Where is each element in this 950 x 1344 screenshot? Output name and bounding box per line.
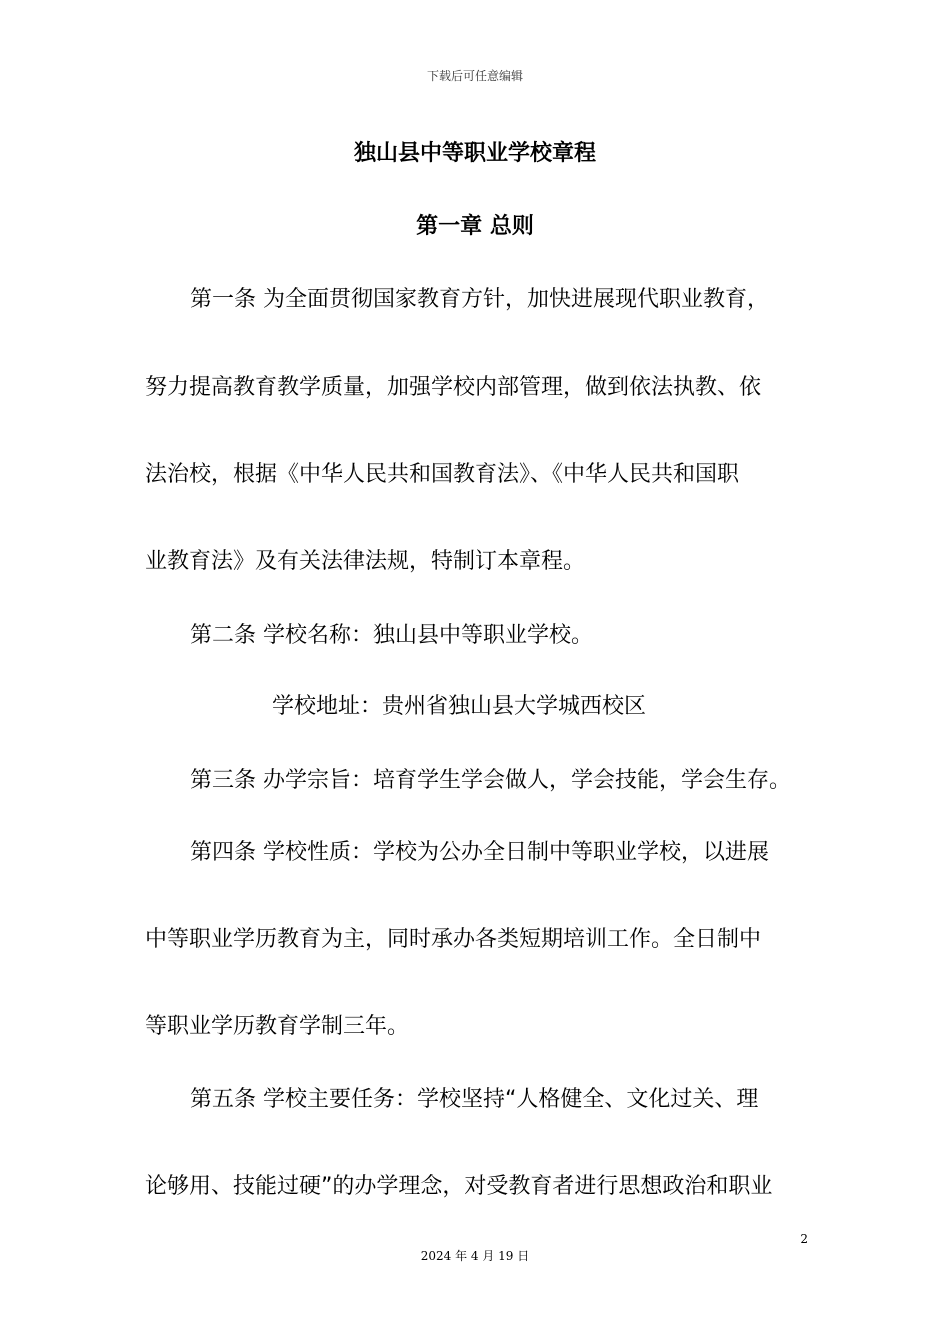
page-number: 2 bbox=[800, 1232, 808, 1246]
article-3-line-1: 第三条 办学宗旨：培育学生学会做人，学会技能，学会生存。 bbox=[190, 768, 791, 793]
article-1-line-4: 业教育法》及有关法律法规，特制订本章程。 bbox=[145, 549, 586, 574]
article-1-line-3: 法治校，根据《中华人民共和国教育法》、《中华人民共和国职 bbox=[145, 462, 740, 487]
document-title: 独山县中等职业学校章程 bbox=[353, 141, 596, 166]
article-2-address: 学校地址：贵州省独山县大学城西校区 bbox=[272, 694, 647, 719]
article-5-line-1: 第五条 学校主要任务：学校坚持“人格健全、文化过关、理 bbox=[190, 1087, 759, 1112]
article-5-line-2: 论够用、技能过硬”的办学理念，对受教育者进行思想政治和职业 bbox=[145, 1174, 773, 1199]
article-1-line-2: 努力提高教育教学质量，加强学校内部管理，做到依法执教、依 bbox=[145, 375, 762, 400]
article-4-line-3: 等职业学历教育学制三年。 bbox=[145, 1014, 410, 1039]
footer-date: 2024 年 4 月 19 日 bbox=[420, 1249, 530, 1263]
page-header-note: 下载后可任意编辑 bbox=[426, 69, 523, 83]
article-4-line-2: 中等职业学历教育为主，同时承办各类短期培训工作。全日制中 bbox=[145, 927, 762, 952]
article-2-line-1: 第二条 学校名称：独山县中等职业学校。 bbox=[190, 623, 593, 648]
article-1-line-1: 第一条 为全面贯彻国家教育方针，加快进展现代职业教育， bbox=[190, 287, 769, 312]
chapter-heading: 第一章 总则 bbox=[416, 214, 534, 239]
article-4-line-1: 第四条 学校性质：学校为公办全日制中等职业学校，以进展 bbox=[190, 840, 769, 865]
